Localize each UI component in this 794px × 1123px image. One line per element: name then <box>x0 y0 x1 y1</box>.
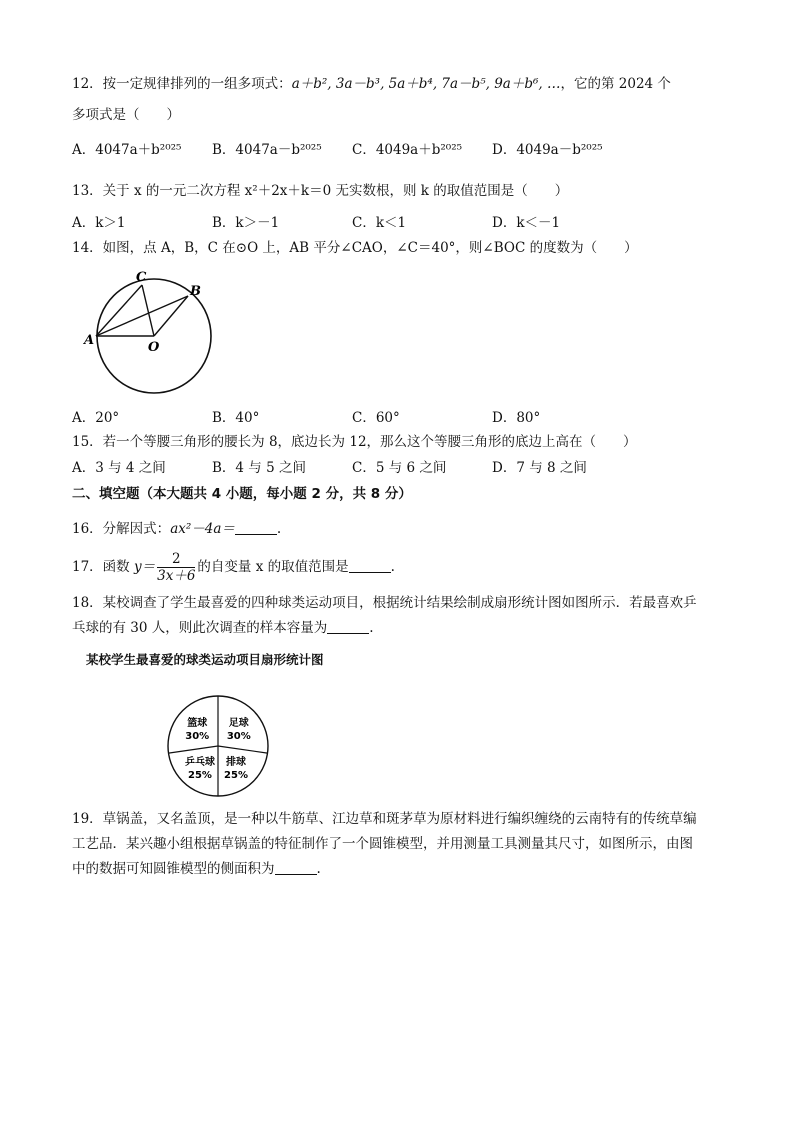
label-a: A <box>84 333 95 348</box>
q14-option-a[interactable]: A．20° <box>72 410 120 426</box>
q18-line1: 18．某校调查了学生最喜爱的四种球类运动项目，根据统计结果绘制成扇形统计图如图所示．若最喜欢乒 <box>72 595 697 611</box>
q19-end: . <box>316 861 321 877</box>
q17-y: y＝ <box>133 559 156 575</box>
q13-option-a[interactable]: A．k＞1 <box>72 215 126 231</box>
q15-option-c[interactable]: C．5 与 6 之间 <box>352 460 447 476</box>
q15-option-d[interactable]: D．7 与 8 之间 <box>492 460 587 476</box>
q12-option-a[interactable]: A．4047a＋b²⁰²⁵ <box>72 142 182 158</box>
chart-title: 某校学生最喜爱的球类运动项目扇形统计图 <box>86 652 324 667</box>
label-o: O <box>148 340 160 355</box>
q13-option-d[interactable]: D．k＜－1 <box>492 215 561 231</box>
q13-text: 13．关于 x 的一元二次方程 x²＋2x＋k＝0 无实数根，则 k 的取值范围是（ ） <box>72 183 569 199</box>
pie-category-label-2: 乒乓球 <box>184 756 215 768</box>
q16-answer-blank[interactable] <box>235 520 277 535</box>
segment-co <box>142 285 154 336</box>
pie-category-label-1: 排球 <box>226 756 247 768</box>
pie-percent-label-2: 25% <box>188 769 212 781</box>
section-heading: 二、填空题（本大题共 4 小题，每小题 2 分，共 8 分） <box>72 486 412 502</box>
label-b: B <box>190 284 201 299</box>
q12-lead: 12．按一定规律排列的一组多项式： <box>72 76 292 92</box>
q14-text: 14．如图，点 A，B，C 在⊙O 上，AB 平分∠CAO，∠C＝40°，则∠BOC 的度数为（ ） <box>72 240 638 256</box>
q13-options <box>72 213 732 233</box>
segment-bo <box>154 296 188 336</box>
pie-percent-label-0: 30% <box>226 730 251 742</box>
q17-numerator: 2 <box>157 551 195 568</box>
pie-percent-label-3: 30% <box>185 730 210 742</box>
q13-option-b[interactable]: B．k＞－1 <box>212 215 280 231</box>
q19-answer-blank[interactable] <box>275 860 317 875</box>
q12-line2: 多项式是（ ） <box>72 107 180 123</box>
q15-options <box>72 458 732 478</box>
q17-fraction <box>157 551 195 584</box>
q16-end: . <box>276 521 282 537</box>
q14-option-c[interactable]: C．60° <box>352 410 400 426</box>
q12-options <box>72 140 732 160</box>
q15-option-b[interactable]: B．4 与 5 之间 <box>212 460 306 476</box>
q12-line1 <box>72 74 671 94</box>
q18-answer-blank[interactable] <box>327 619 369 634</box>
q18-end: . <box>369 620 374 636</box>
q17-denominator: 3x＋6 <box>157 568 196 584</box>
q17-end: . <box>390 559 395 575</box>
pie-chart <box>160 690 280 802</box>
q12-tail: ，它的第 2024 个 <box>560 76 671 92</box>
q14-option-d[interactable]: D．80° <box>492 410 541 426</box>
q17-line <box>72 550 395 584</box>
q15-text: 15．若一个等腰三角形的腰长为 8，底边长为 12，那么这个等腰三角形的底边上高在（ ） <box>72 434 637 450</box>
segment-ab <box>96 296 188 336</box>
q17-answer-blank[interactable] <box>349 558 391 573</box>
q17-lead: 17．函数 <box>72 559 130 575</box>
q12-option-d[interactable]: D．4049a－b²⁰²⁵ <box>492 142 603 158</box>
pie-percent-label-1: 25% <box>224 769 248 781</box>
q13-option-c[interactable]: C．k＜1 <box>352 215 407 231</box>
q16-expr: ax²－4a＝ <box>170 521 235 537</box>
q17-tail: 的自变量 x 的取值范围是 <box>197 559 349 575</box>
q16-line <box>72 519 281 539</box>
q18-line2 <box>72 618 374 638</box>
q19-line3 <box>72 859 321 879</box>
pie-category-label-0: 足球 <box>228 717 249 729</box>
q12-terms: a＋b², 3a－b³, 5a＋b⁴, 7a－b⁵, 9a＋b⁶, … <box>291 76 561 92</box>
q14-options <box>72 408 732 428</box>
q18-text: 乓球的有 30 人，则此次调查的样本容量为 <box>72 620 328 636</box>
q14-option-b[interactable]: B．40° <box>212 410 260 426</box>
q12-option-b[interactable]: B．4047a－b²⁰²⁵ <box>212 142 322 158</box>
q15-option-a[interactable]: A．3 与 4 之间 <box>72 460 166 476</box>
q16-lead: 16．分解因式： <box>72 521 171 537</box>
q19-line1: 19．草锅盖，又名盖顶，是一种以牛筋草、江边草和斑茅草为原材料进行编织缠绕的云南特有的传统草编 <box>72 811 697 827</box>
q19-line2: 工艺品．某兴趣小组根据草锅盖的特征制作了一个圆锥模型，并用测量工具测量其尺寸，如图所示，由图 <box>72 836 693 852</box>
q19-text: 中的数据可知圆锥模型的侧面积为 <box>72 861 275 877</box>
label-c: C <box>136 270 147 285</box>
q14-circle-figure <box>80 268 230 396</box>
pie-category-label-3: 篮球 <box>187 717 208 729</box>
q12-option-c[interactable]: C．4049a＋b²⁰²⁵ <box>352 142 463 158</box>
